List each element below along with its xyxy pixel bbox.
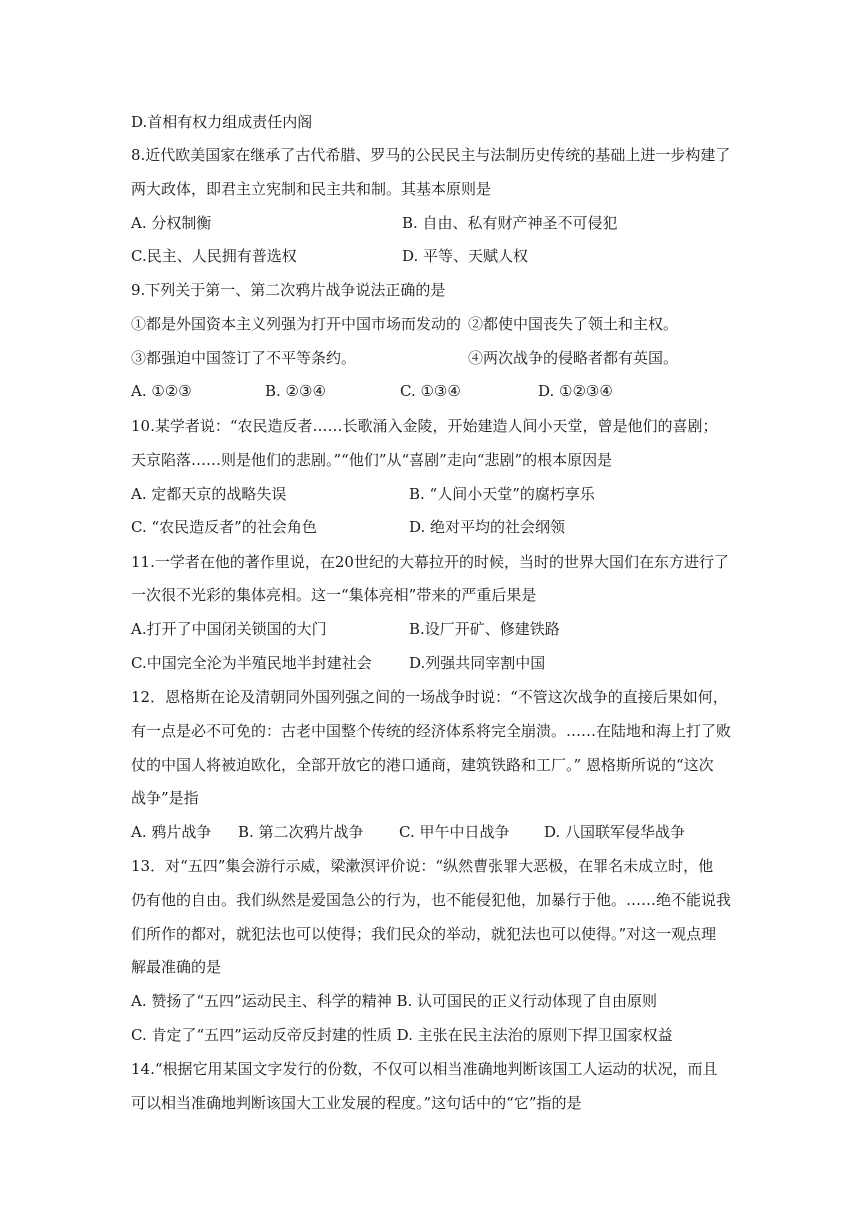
q11-stem-line-2: 一次很不光彩的集体亮相。这一“集体亮相”带来的严重后果是 — [131, 586, 537, 604]
q10-option-c: C. “农民造反者”的社会角色 — [131, 518, 317, 536]
q13-stem-line-3: 们所作的都对，就犯法也可以使得；我们民众的举动，就犯法也可以使得。”对这一观点理 — [131, 925, 717, 943]
q10-stem-line-2: 天京陷落……则是他们的悲剧。”“他们”从“喜剧”走向“悲剧”的根本原因是 — [131, 451, 613, 469]
q11-stem-line-1: 11.一学者在他的著作里说，在20世纪的大幕拉开的时候，当时的世界大国们在东方进行了 — [131, 553, 729, 571]
q12-option-b: B. 第二次鸦片战争 — [238, 823, 364, 841]
q12-option-a: A. 鸦片战争 — [131, 823, 212, 841]
q13-stem-line-1: 13．对“五四”集会游行示威，梁漱溟评价说：“纵然曹张罪大恶极，在罪名未成立时，他 — [131, 857, 714, 875]
q8-option-d: D. 平等、天赋人权 — [402, 247, 529, 265]
q9-statement-3: ③都强迫中国签订了不平等条约。 — [131, 349, 357, 367]
q9-option-a: A. ①②③ — [131, 382, 192, 400]
q8-option-c: C.民主、人民拥有普选权 — [131, 247, 297, 265]
q13-options-ab: A. 赞扬了“五四”运动民主、科学的精神 B. 认可国民的正义行动体现了自由原则 — [131, 992, 658, 1010]
q10-stem-line-1: 10.某学者说：“农民造反者……长歌涌入金陵，开始建造人间小天堂，曾是他们的喜剧； — [131, 417, 718, 435]
q9-option-d: D. ①②③④ — [538, 382, 613, 400]
q14-stem-line-1: 14.“根据它用某国文字发行的份数，不仅可以相当准确地判断该国工人运动的状况，而且 — [131, 1060, 718, 1078]
q13-options-cd: C. 肯定了“五四”运动反帝反封建的性质 D. 主张在民主法治的原则下捍卫国家权益 — [131, 1026, 673, 1044]
q8-stem-line-2: 两大政体，即君主立宪制和民主共和制。其基本原则是 — [131, 180, 492, 198]
q10-option-b: B. “人间小天堂”的腐朽享乐 — [409, 485, 595, 503]
q11-option-b: B.设厂开矿、修建铁路 — [409, 620, 560, 638]
q9-stem: 9.下列关于第一、第二次鸦片战争说法正确的是 — [131, 281, 446, 299]
q12-stem-line-1: 12．恩格斯在论及清朝同外国列强之间的一场战争时说：“不管这次战争的直接后果如何， — [131, 688, 728, 706]
q14-stem-line-2: 可以相当准确地判断该国大工业发展的程度。”这句话中的“它”指的是 — [131, 1094, 582, 1112]
q8-option-a: A. 分权制衡 — [131, 214, 212, 232]
q9-option-b: B. ②③④ — [265, 382, 326, 400]
q8-option-b: B. 自由、私有财产神圣不可侵犯 — [402, 214, 618, 232]
q12-option-c: C. 甲午中日战争 — [399, 823, 510, 841]
q12-stem-line-3: 仗的中国人将被迫欧化，全部开放它的港口通商，建筑铁路和工厂。” 恩格斯所说的“这次 — [131, 756, 714, 774]
q10-option-d: D. 绝对平均的社会纲领 — [409, 518, 566, 536]
q12-stem-line-2: 有一点是必不可免的：古老中国整个传统的经济体系将完全崩溃。……在陆地和海上打了败 — [131, 722, 732, 740]
q8-stem-line-1: 8.近代欧美国家在继承了古代希腊、罗马的公民民主与法制历史传统的基础上进一步构建了 — [131, 146, 731, 164]
q13-stem-line-4: 解最准确的是 — [131, 958, 222, 976]
q9-statement-1: ①都是外国资本主义列强为打开中国市场而发动的 — [131, 315, 462, 333]
q7-option-d: D.首相有权力组成责任内阁 — [131, 113, 313, 131]
q9-statement-2: ②都使中国丧失了领土和主权。 — [468, 315, 679, 333]
q12-stem-line-4: 战争”是指 — [131, 789, 199, 807]
q11-option-d: D.列强共同宰割中国 — [409, 654, 546, 672]
q9-option-c: C. ①③④ — [400, 382, 461, 400]
q13-stem-line-2: 仍有他的自由。我们纵然是爱国急公的行为，也不能侵犯他，加暴行于他。……绝不能说我 — [131, 891, 732, 909]
q11-option-c: C.中国完全沦为半殖民地半封建社会 — [131, 654, 372, 672]
q10-option-a: A. 定都天京的战略失误 — [131, 485, 287, 503]
q11-option-a: A.打开了中国闭关锁国的大门 — [131, 620, 327, 638]
q9-statement-4: ④两次战争的侵略者都有英国。 — [468, 349, 679, 367]
q12-option-d: D. 八国联军侵华战争 — [544, 823, 686, 841]
